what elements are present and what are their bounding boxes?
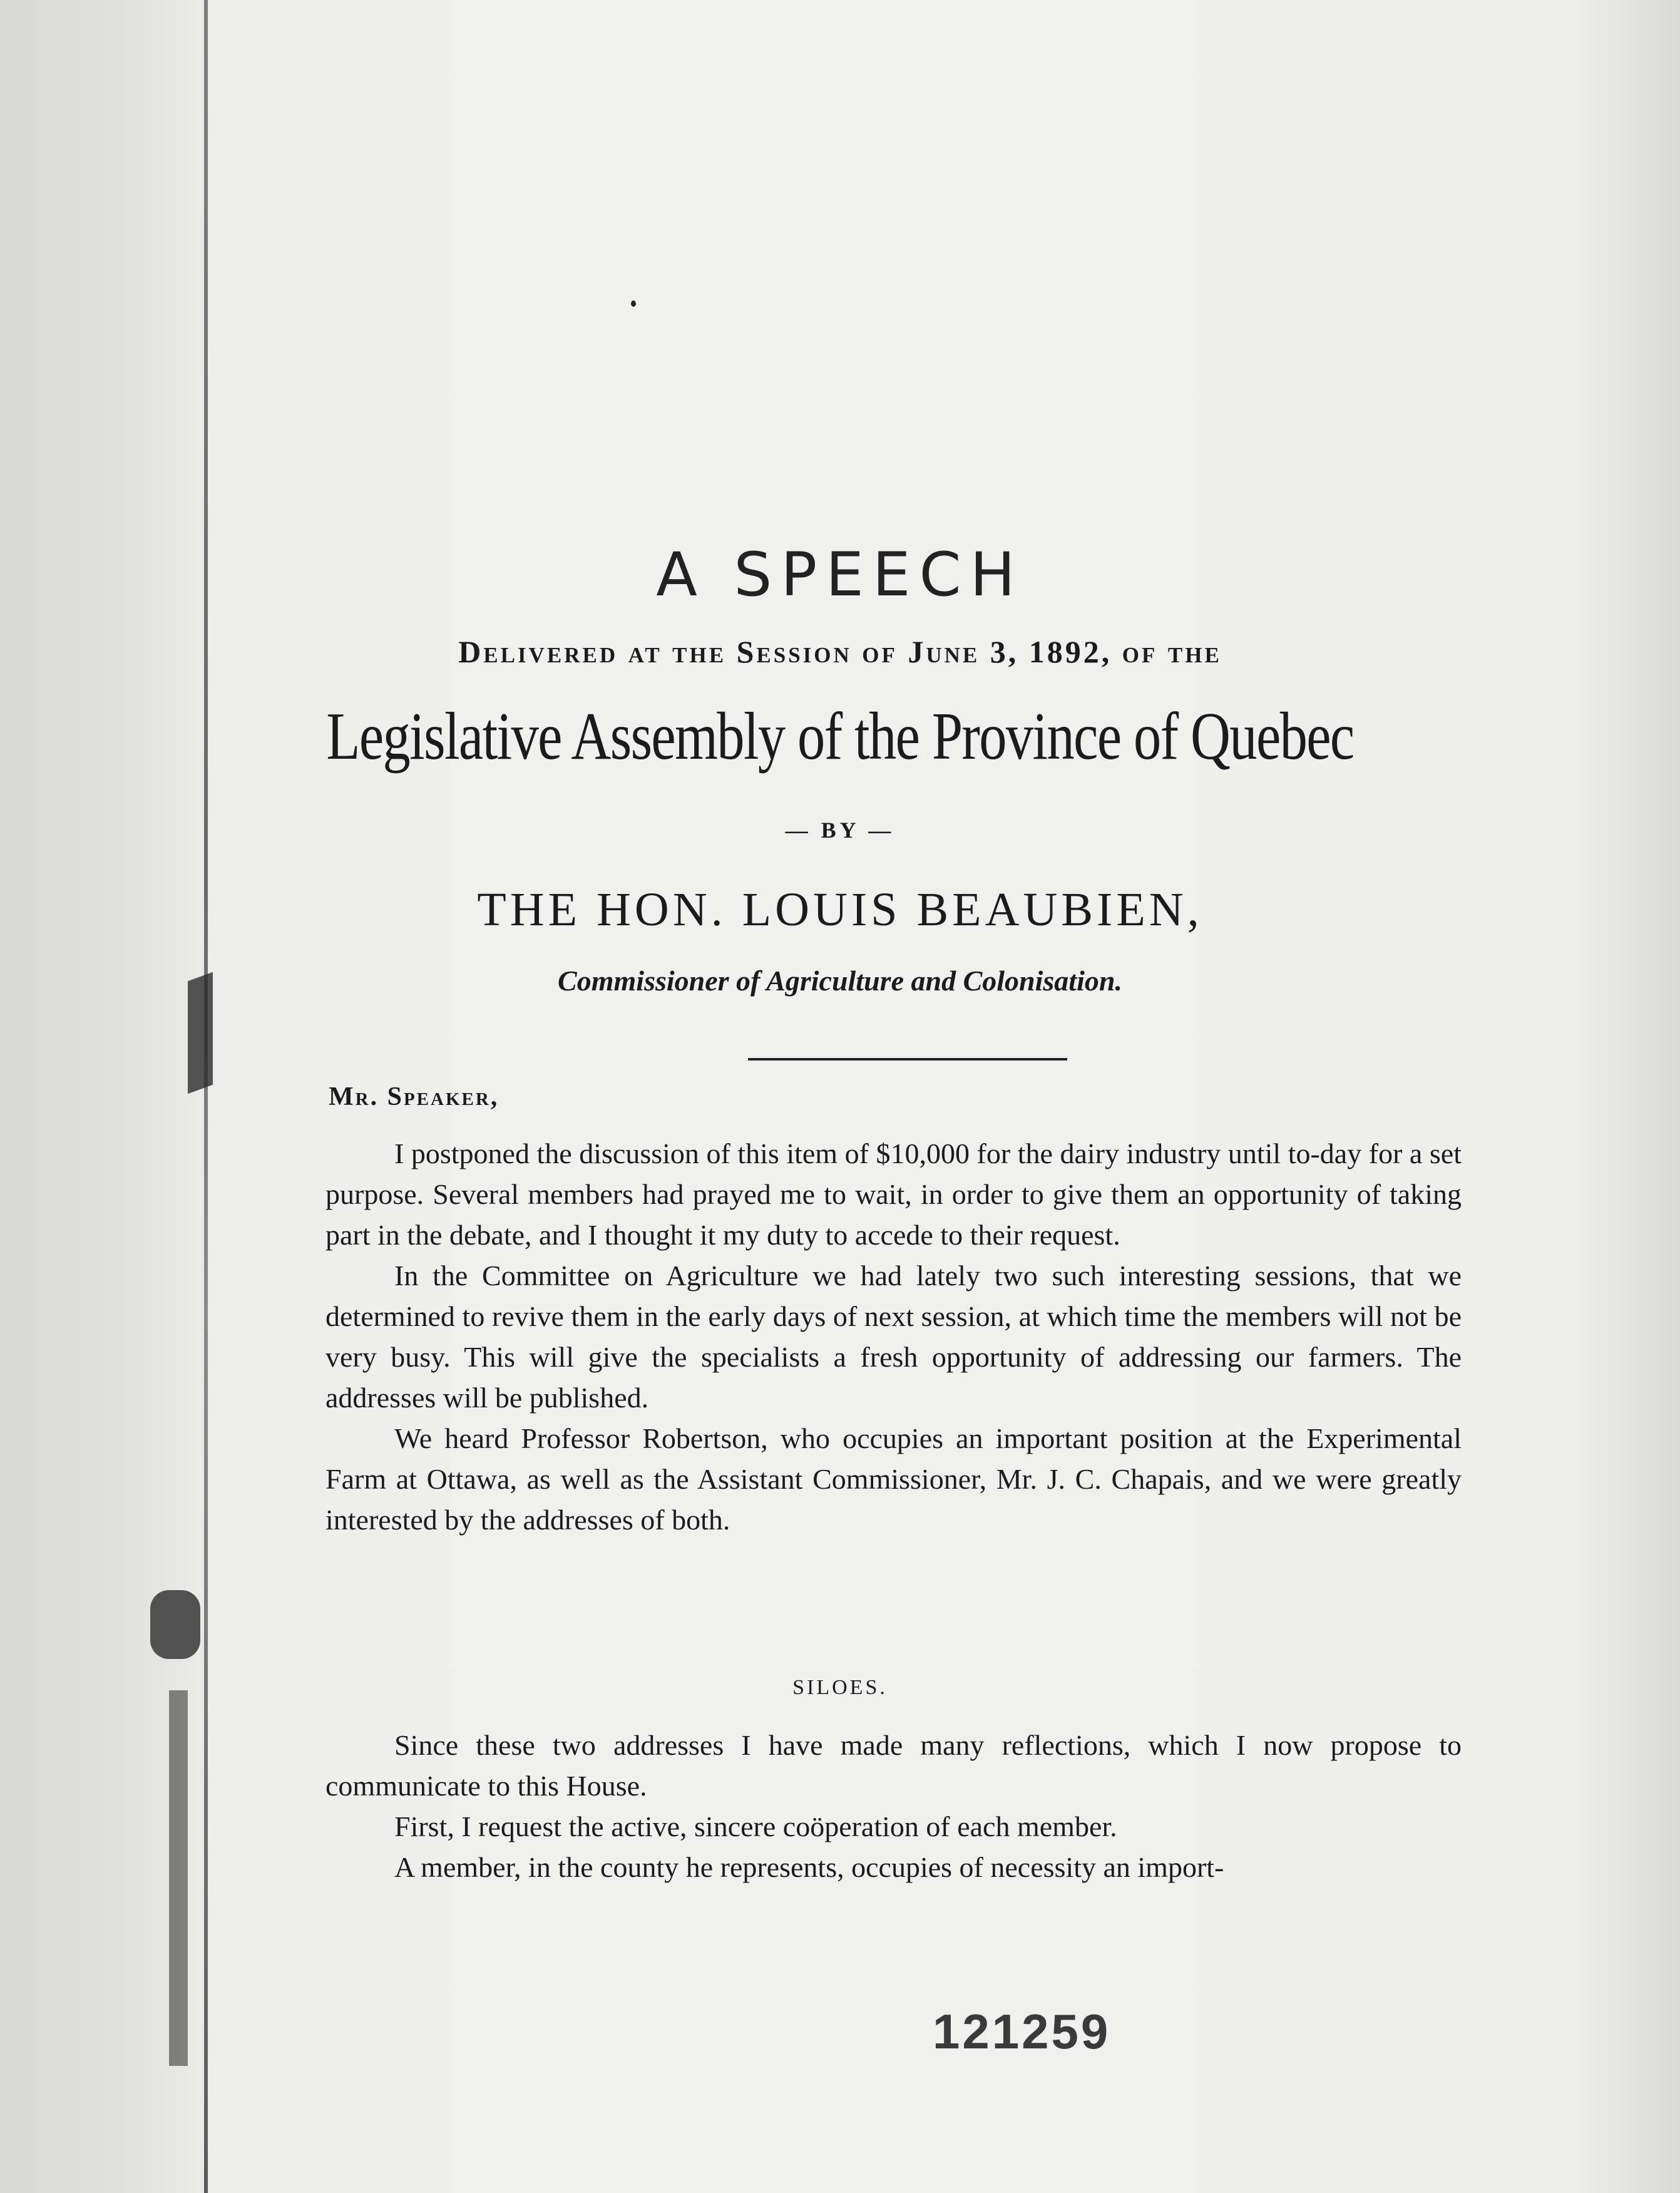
paragraph: First, I request the active, sincere coöperation of each member. [394,1810,1117,1842]
ink-speck [631,300,636,307]
body-text-2 [325,1725,1462,1887]
paragraph: In the Committee on Agriculture we had lately two such interesting sessions, that we determined to revive them in the early days of next session, at which time the members will not be very busy. This will give the specialists a fresh opportunity of addressing our farmers. The addresses will be published. [325,1260,1462,1414]
section-heading: SILOES. [792,1676,888,1699]
body-text-1 [325,1133,1462,1540]
author-role: Commissioner of Agriculture and Colonisation. [558,965,1122,997]
author-name: THE HON. LOUIS BEAUBIEN, [477,883,1203,936]
binding-spine [204,0,208,2193]
paragraph: We heard Professor Robertson, who occupies an important position at the Experimental Farm at Ottawa, as well as the Assistant Commissioner, Mr. J. C. Chapais, and we were greatly interested by the addresses of both. [325,1422,1462,1536]
catalog-stamp-number: 121259 [933,2004,1111,2059]
paragraph: A member, in the county he represents, occupies of necessity an import- [394,1851,1224,1883]
divider-rule [748,1058,1067,1061]
page-title: A SPEECH [656,540,1024,610]
paragraph: I postponed the discussion of this item of $10,000 for the dairy industry until to-day for a set purpose. Several members had prayed me to wait, in order to give them an opportunity of taking part in the debate, and I thought it my duty to accede to their request. [325,1138,1462,1251]
assembly-heading: Legislative Assembly of the Province of Quebec [326,699,1354,774]
page-tear-mark [169,1690,188,2066]
page-subtitle: Delivered at the Session of June 3, 1892, of the [458,634,1222,669]
paragraph: Since these two addresses I have made many reflections, which I now propose to communicate to this House. [325,1729,1462,1802]
by-line: — BY — [785,818,895,843]
salutation: Mr. Speaker, [329,1082,499,1111]
page-tear-mark [150,1590,200,1659]
